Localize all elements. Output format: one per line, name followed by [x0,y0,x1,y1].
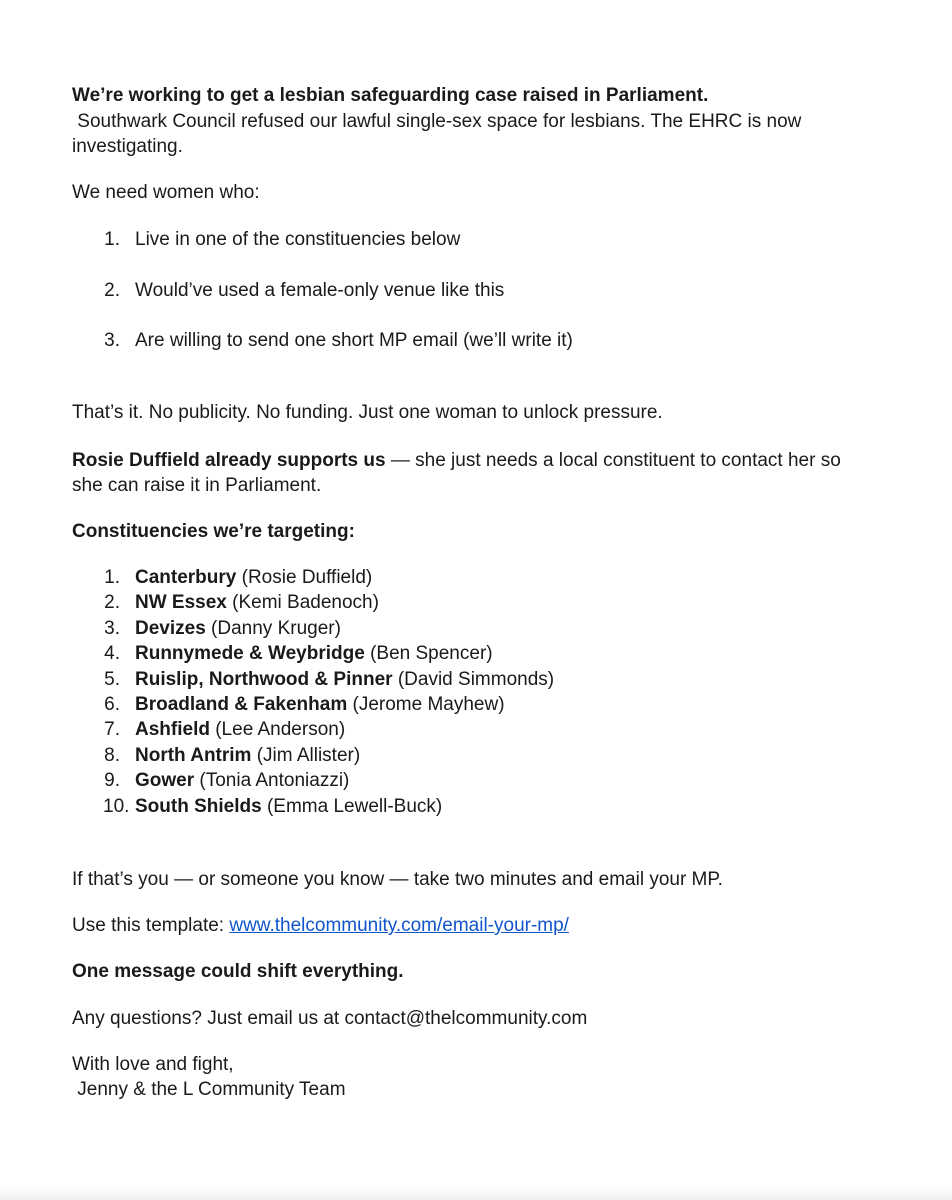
mp-name: (Kemi Badenoch) [226,592,379,613]
one-message: One message could shift everything. [72,961,404,982]
list-text [135,617,341,641]
constituency-name: Ashfield [135,719,210,740]
mp-name: (Tonia Antoniazzi) [194,770,350,791]
list-text: Live in one of the constituencies below [135,229,461,250]
email-template-link[interactable]: www.thelcommunity.com/email-your-mp/ [229,915,569,936]
list-text [135,693,505,717]
list-text: Would’ve used a female-only venue like this [135,280,505,301]
list-number: 7. [104,719,120,740]
constituency-name: Broadland & Fakenham [135,694,348,715]
list-number: 5. [104,669,120,690]
list-text [135,795,442,819]
duffield-line-1 [72,449,841,473]
list-text [135,718,345,742]
mp-name: (Danny Kruger) [205,618,341,639]
list-text [135,642,493,666]
list-number: 1. [104,567,120,588]
mp-name: (David Simmonds) [392,669,555,690]
duffield-bold: Rosie Duffield already supports us [72,450,386,471]
list-number: 2. [104,280,120,301]
constituency-name: Gower [135,770,195,791]
page-bottom-edge [0,1186,952,1200]
signoff: With love and fight, [72,1054,234,1075]
template-line [72,914,569,938]
duffield-line-2: she can raise it in Parliament. [72,475,322,496]
constituency-name: Ruislip, Northwood & Pinner [135,669,393,690]
list-number: 4. [104,643,120,664]
intro-line-1: Southwark Council refused our lawful single-sex space for lesbians. The EHRC is now [72,111,802,132]
list-number: 3. [104,330,120,351]
mp-name: (Lee Anderson) [209,719,346,740]
list-number: 9. [104,770,120,791]
if-thats-you: If that’s you — or someone you know — take two minutes and email your MP. [72,869,723,890]
template-label: Use this template: [72,915,230,936]
thats-it: That’s it. No publicity. No funding. Just one woman to unlock pressure. [72,402,663,423]
mp-name: (Jerome Mayhew) [347,694,505,715]
mp-name: (Rosie Duffield) [236,567,373,588]
list-number: 6. [104,694,120,715]
list-text [135,591,379,615]
list-text [135,744,360,768]
list-text: Are willing to send one short MP email (we’ll write it) [135,330,573,351]
list-number: 1. [104,229,120,250]
mp-name: (Jim Allister) [251,745,361,766]
duffield-rest: — she just needs a local constituent to contact her so [385,450,841,471]
constituency-name: Devizes [135,618,206,639]
intro-line-2: investigating. [72,136,183,157]
list-number: 3. [104,618,120,639]
constituency-name: NW Essex [135,592,227,613]
list-number: 10. [103,796,130,817]
list-text [135,566,372,590]
constituency-name: North Antrim [135,745,252,766]
signature: Jenny & the L Community Team [72,1079,346,1100]
headline: We’re working to get a lesbian safeguarding case raised in Parliament. [72,85,709,106]
constituency-name: Runnymede & Weybridge [135,643,365,664]
constituencies-heading: Constituencies we’re targeting: [72,521,355,542]
list-text [135,668,554,692]
mp-name: (Emma Lewell-Buck) [261,796,443,817]
questions: Any questions? Just email us at contact@thelcommunity.com [72,1008,588,1029]
need-heading: We need women who: [72,182,260,203]
constituency-name: Canterbury [135,567,237,588]
list-number: 2. [104,592,120,613]
constituency-name: South Shields [135,796,262,817]
mp-name: (Ben Spencer) [364,643,493,664]
list-text [135,769,349,793]
list-number: 8. [104,745,120,766]
